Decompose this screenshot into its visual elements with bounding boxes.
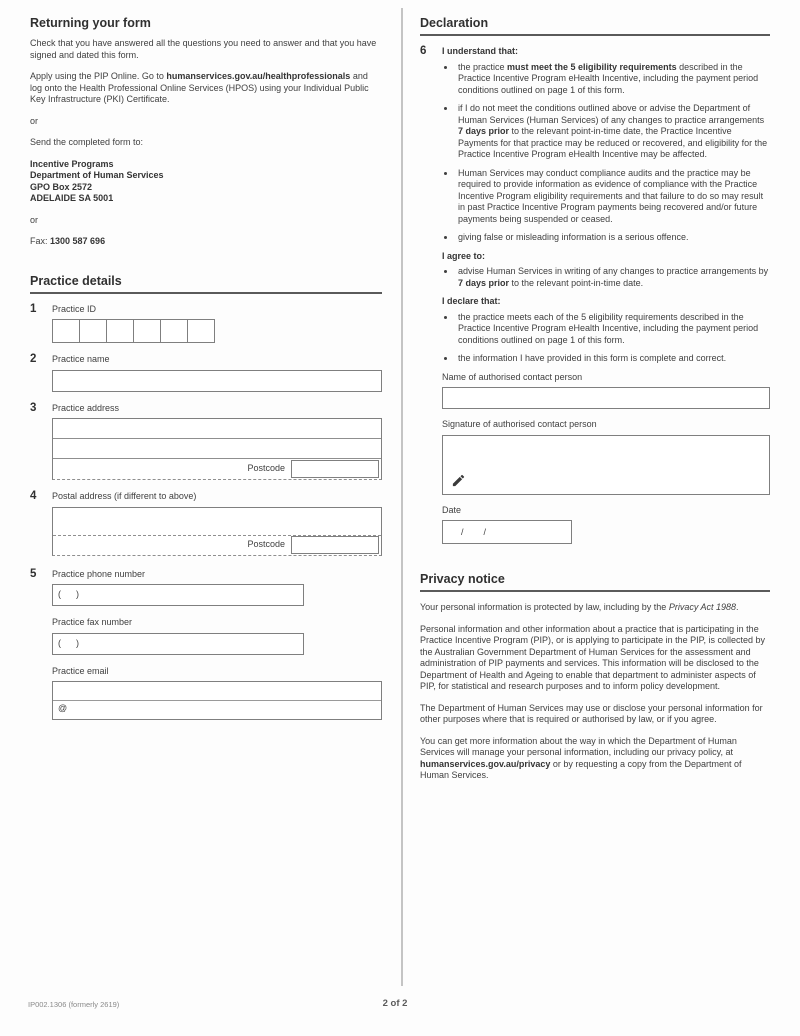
postal-address-box[interactable] — [52, 507, 382, 556]
fax-area-prefix: ( ) — [58, 637, 79, 648]
question-number: 5 — [30, 567, 37, 580]
privacy-notice-title: Privacy notice — [420, 572, 770, 592]
practice-fax-input[interactable] — [52, 633, 304, 655]
postcode-label: Postcode — [247, 463, 285, 474]
practice-name-input[interactable] — [52, 370, 382, 392]
phone-area-prefix: ( ) — [58, 589, 79, 599]
postal-address-block — [30, 159, 382, 205]
fax-number-line: Fax: 1300 587 696 — [30, 236, 106, 246]
question-label: Practice email — [52, 665, 109, 676]
postcode-label: Postcode — [247, 539, 285, 550]
address-line: ADELAIDE SA 5001 — [30, 193, 114, 203]
apply-online-paragraph: Apply using the PIP Online. Go to humanservices.gov.au/healthprofessionals and log onto the Health Professional Online Services (HPOS) using your Individual Public Key Infrastructure (PKI) Certificate. — [30, 71, 369, 104]
practice-id-cell[interactable] — [79, 319, 107, 343]
declare-bullet-list — [442, 312, 770, 365]
date-label: Date — [442, 504, 462, 515]
practice-id-comb — [52, 319, 382, 343]
or-text: or — [30, 214, 39, 225]
signature-pen-icon — [451, 473, 466, 488]
understand-bullet: • the practice must meet the 5 eligibility requirements described in the Practice Incentive Program eHealth Incentive, including the payment period conditions outlined on page 1 of this form. — [456, 62, 770, 97]
email-at-prefix: @ — [58, 703, 68, 713]
authorised-name-input[interactable] — [442, 387, 770, 409]
postcode-input[interactable] — [291, 460, 379, 478]
question-practice-id — [30, 304, 382, 344]
postcode-row — [53, 458, 381, 479]
question-label: Practice fax number — [52, 617, 133, 627]
agree-heading: I agree to: — [442, 250, 486, 261]
question-number: 3 — [30, 401, 37, 414]
practice-id-cell[interactable] — [106, 319, 134, 343]
returning-form-instructions: Check that you have answered all the questions you need to answer and that you have signed and dated this form. — [30, 38, 377, 60]
practice-phone-input[interactable] — [52, 584, 304, 606]
practice-address-box[interactable] — [52, 418, 382, 480]
declaration-number: 6 — [420, 45, 427, 57]
address-line: Incentive Programs — [30, 158, 114, 169]
privacy-paragraph: The Department of Human Services may use or disclose your personal information for other purposes where that is required or authorised by law, or if you agree. — [420, 702, 763, 724]
column-left — [30, 16, 382, 731]
practice-id-cell[interactable] — [160, 319, 188, 343]
send-form-label: Send the completed form to: — [30, 137, 144, 147]
question-practice-name — [30, 354, 382, 392]
understand-heading: I understand that: — [442, 46, 518, 56]
column-right — [420, 16, 770, 792]
address-row[interactable] — [53, 508, 381, 535]
declare-bullet: • the practice meets each of the 5 eligibility requirements described in the Practice Incentive Program eHealth Incentive, including the payment period conditions outlined on page 1 of this form. — [456, 312, 770, 347]
understand-bullet: • if I do not meet the conditions outlined above or advise the Department of Human Services (Human Services) of any changes to practice arrangements 7 days prior to the relevant point-in-time date, the Practice Incentive Payments for that practice may be reduced or recovered, and eligibility for the Practice Incentive Program eHealth Incentive may be affected. — [456, 103, 770, 161]
agree-bullet: • advise Human Services in writing of any changes to practice arrangements by 7 days prior to the relevant point-in-time date. — [456, 266, 770, 289]
form-number: IP002.1306 (formerly 2619) — [28, 1000, 120, 1009]
question-practice-contact — [30, 569, 382, 721]
or-text: or — [30, 115, 39, 126]
question-number: 2 — [30, 353, 37, 365]
address-line: Department of Human Services — [30, 170, 164, 180]
practice-id-cell[interactable] — [52, 319, 80, 343]
understand-bullet-list — [442, 62, 770, 244]
question-label: Practice name — [52, 354, 110, 364]
postcode-input[interactable] — [291, 536, 379, 554]
email-row[interactable] — [53, 701, 381, 719]
understand-bullet: • giving false or misleading information is a serious offence. — [456, 232, 770, 244]
privacy-paragraph: Your personal information is protected by law, including by the Privacy Act 1988. — [420, 602, 739, 612]
address-line: GPO Box 2572 — [30, 181, 93, 192]
practice-id-cell[interactable] — [133, 319, 161, 343]
address-row[interactable] — [53, 438, 381, 458]
declaration-section — [420, 46, 770, 544]
authorised-name-label: Name of authorised contact person — [442, 371, 583, 382]
question-postal-address — [30, 491, 382, 556]
date-input[interactable] — [442, 520, 572, 544]
returning-form-title: Returning your form — [30, 16, 151, 30]
practice-details-title: Practice details — [30, 274, 382, 294]
question-label: Postal address (if different to above) — [52, 491, 197, 501]
practice-email-input[interactable] — [52, 681, 382, 720]
declaration-title: Declaration — [420, 16, 770, 36]
question-label: Practice phone number — [52, 568, 146, 579]
privacy-paragraph: Personal information and other information about a practice that is participating in the Practice Incentive Program (PIP), or is applying to participate in the PIP, is collected by the Australian Government Department of Human Services for the assessment and administration of PIP payments and services. This information will be disclosed to the Department of Health and Ageing to enable that department to administer aspects of PIP, for statistical and research purposes and to inform policy development. — [420, 623, 765, 691]
postcode-row — [53, 535, 381, 555]
question-label: Practice address — [52, 402, 120, 413]
signature-label: Signature of authorised contact person — [442, 419, 597, 429]
address-row[interactable] — [53, 419, 381, 438]
page-number: 2 of 2 — [382, 998, 408, 1009]
question-label: Practice ID — [52, 303, 97, 314]
column-divider — [401, 8, 403, 986]
signature-box[interactable] — [442, 435, 770, 495]
email-row[interactable] — [53, 682, 381, 701]
declare-heading: I declare that: — [442, 296, 501, 306]
declare-bullet: • the information I have provided in this form is complete and correct. — [456, 353, 770, 365]
understand-bullet: • Human Services may conduct compliance audits and the practice may be required to provide information as evidence of compliance with the Practice Incentive Program eligibility requirements and that failure to do so may result in past Practice Incentive Program payments being recovered and/or future payments being suspended or ceased. — [456, 168, 770, 226]
date-slashes: / / — [461, 527, 487, 537]
practice-id-cell[interactable] — [187, 319, 215, 343]
question-number: 4 — [30, 490, 37, 502]
question-number: 1 — [30, 302, 37, 315]
privacy-paragraph: You can get more information about the way in which the Department of Human Services will manage your personal information, including our privacy policy, at humanservices.gov.au/privacy or by requesting a copy from the Department of Human Services. — [420, 735, 742, 780]
agree-bullet-list — [442, 266, 770, 289]
question-practice-address — [30, 403, 382, 481]
